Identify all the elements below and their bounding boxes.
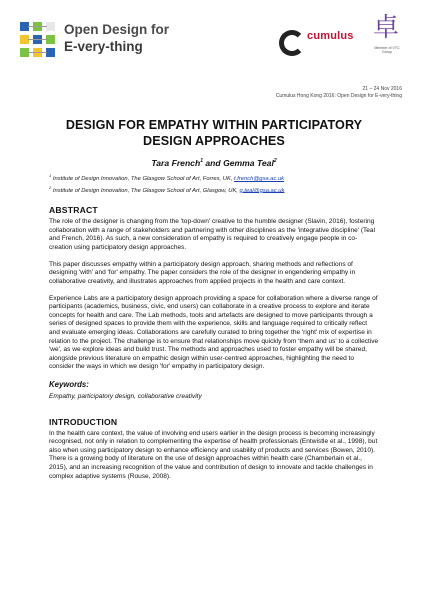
author-2: Gemma Teal xyxy=(223,158,274,168)
keywords-list: Empathy, participatory design, collaborative creativity xyxy=(49,393,202,401)
affiliation-1-email-link[interactable]: t.french@gsa.ac.uk xyxy=(234,175,285,182)
author-separator: and xyxy=(203,158,224,168)
abstract-paragraph-1: The role of the designer is changing from the 'top-down' creative to the humble designer (Slavin, 2016), fostering collaboration with a range of stakeholders and partnering with other disciplines as the 'integrative discipline' (Teal and French, 2016). As such, a new consideration of empathy is required to creatively engage people in co-creation using participatory design approaches. xyxy=(49,218,376,251)
affiliation-2 xyxy=(49,184,379,196)
logo-line-1: Open Design for xyxy=(64,22,170,37)
logo-line-2: E-very-thing xyxy=(64,39,143,54)
abstract-paragraph-3: Experience Labs are a participatory design approach providing a space for collaboration where a diverse range of participants (academics, business, civic, end users) can collaborate in a creative process to explore and iterate concepts for health and care. The Lab methods, tools and artefacts are designed to move participants through a series of designed spaces to provide them with the experience, skills and language required to critically reflect and evaluate emerging ideas. Collaborations are carefully curated to bring together the 'right' mix of expertise in relation to the project. The challenge is to ensure that relationships move quickly from 'them and us' to a collective 'we', as we explore ideas and build trust. The methods and approaches used to foster empathy will be shared, alongside previous literature on empathic design within user-centred approaches, highlighting the need to consider the ways in which we design 'for' empathy in participatory design. xyxy=(49,294,379,371)
affiliation-2-sup: 2 xyxy=(49,184,52,190)
affiliation-1-sup: 1 xyxy=(49,173,52,178)
abstract-paragraph-2: This paper discusses empathy within a participatory design approach, sharing methods and reflections of designing 'with' and 'for' empathy. The paper considers the role of the designer in engendering empathy in collaborative creativity, and illustrates approaches from applied projects in the health and care context. xyxy=(49,260,356,285)
affiliation-2-text: Institute of Design Innovation, The Glasgow School of Art, Glasgow, UK, xyxy=(52,187,240,194)
paper-authors xyxy=(49,158,379,168)
affiliation-1-text: Institute of Design Innovation, The Glasgow School of Art, Forres, UK, xyxy=(52,175,235,182)
hk-logo-caption: Member of VTC Group xyxy=(374,46,400,55)
author-1-sup: 1 xyxy=(200,158,203,165)
open-design-logo-text xyxy=(64,21,169,55)
cumulus-logo-icon xyxy=(279,30,305,56)
paper-body xyxy=(49,118,379,489)
introduction-paragraph: In the health care context, the value of involving end users earlier in the design process is becoming increasingly recognised, not only in relation to complementing the expertise of health professionals (Entwistle et al., 1998), but also when using participatory design to enhance efficiency and usability of products and services (Bowen, 2010). There is a growing body of literature on the use of design approaches within health care (Chamberlain et al., 2015), and an increasing recognition of the value and contribution of design to innovate and tackle challenges in complex adaptive systems (Rouse, 2008). xyxy=(49,429,378,480)
author-1: Tara French xyxy=(151,158,201,168)
affiliation-2-email-link[interactable]: g.teal@gsa.ac.uk xyxy=(239,187,285,194)
conference-info xyxy=(276,86,402,100)
hk-design-institute-logo-icon: 卓 xyxy=(373,13,400,43)
conference-name: Cumulus Hong Kong 2016: Open Design for E-very-thing xyxy=(275,93,402,99)
paper-title: DESIGN FOR EMPATHY WITHIN PARTICIPATORY DESIGN APPROACHES xyxy=(65,118,363,148)
affiliation-1 xyxy=(49,172,379,184)
cumulus-wordmark: cumulus xyxy=(307,30,354,42)
page-header xyxy=(0,0,424,104)
abstract-heading: ABSTRACT xyxy=(49,205,98,216)
author-2-sup: 2 xyxy=(273,158,277,165)
conference-dates: 21 – 24 Nov 2016 xyxy=(362,86,402,92)
affiliations xyxy=(49,172,379,195)
introduction-heading: INTRODUCTION xyxy=(49,416,118,427)
open-design-logo-icon xyxy=(20,22,56,62)
keywords-heading: Keywords: xyxy=(49,380,89,390)
